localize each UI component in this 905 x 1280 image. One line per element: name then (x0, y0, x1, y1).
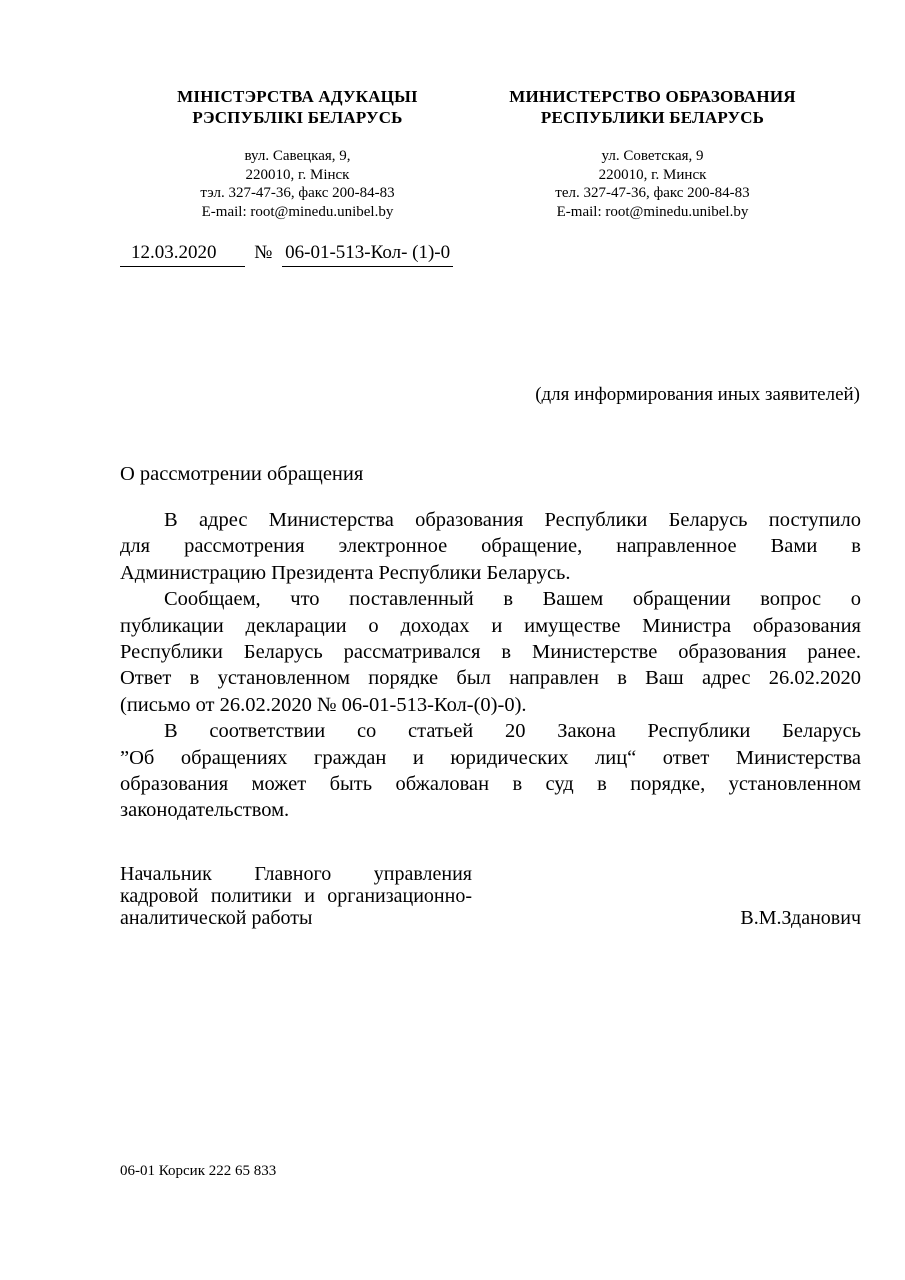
body-line: образования может быть обжалован в суд в порядке, установленном (120, 773, 861, 796)
address-line: тэл. 327-47-36, факс 200-84-83 (200, 185, 395, 201)
ministry-name-ru-line2: РЕСПУБЛИКИ БЕЛАРУСЬ (540, 108, 765, 127)
signature-position (120, 863, 472, 929)
letter-body (120, 507, 861, 824)
recipients-note: (для информирования иных заявителей) (535, 384, 860, 405)
number-sign: № (254, 242, 273, 263)
address-line: ул. Советская, 9 (601, 148, 704, 164)
ministry-address-by (130, 147, 465, 221)
body-line: публикации декларации о доходах и имуществе Министра образования (120, 614, 861, 637)
address-line: 220010, г. Мінск (245, 166, 350, 183)
body-line: законодательством. (120, 799, 290, 822)
address-line: E-mail: root@minedu.unibel.by (201, 203, 394, 220)
address-line: вул. Савецкая, 9, (244, 148, 351, 164)
signature-position-line: аналитической работы (120, 907, 313, 929)
ministry-name-by (130, 86, 465, 128)
ministry-name-ru (485, 86, 820, 128)
reference-line (120, 242, 453, 267)
signature-block (120, 863, 861, 929)
ministry-name-by-line2: РЭСПУБЛІКІ БЕЛАРУСЬ (192, 108, 403, 127)
reference-number: 06-01-513-Кол- (1)-0 (282, 242, 453, 267)
letterhead-russian (485, 86, 820, 221)
reference-date: 12.03.2020 (120, 242, 245, 267)
executor-note: 06-01 Корсик 222 65 833 (120, 1163, 277, 1179)
address-line: 220010, г. Минск (598, 166, 707, 183)
ministry-address-ru (485, 147, 820, 221)
ministry-name-by-line1: МІНІСТЭРСТВА АДУКАЦЫІ (177, 87, 418, 106)
body-line: для рассмотрения электронное обращение, направленное Вами в (120, 535, 861, 558)
body-line: Республики Беларусь рассматривался в Министерстве образования ранее. (120, 641, 861, 664)
signature-position-line: Начальник Главного управления (120, 863, 472, 885)
body-line: ”Об обращениях граждан и юридических лиц“ ответ Министерства (120, 746, 861, 769)
ministry-name-ru-line1: МИНИСТЕРСТВО ОБРАЗОВАНИЯ (509, 87, 796, 106)
body-line: Администрацию Президента Республики Беларусь. (120, 561, 571, 584)
address-line: E-mail: root@minedu.unibel.by (556, 203, 749, 220)
address-line: тел. 327-47-36, факс 200-84-83 (555, 185, 750, 201)
body-line: В адрес Министерства образования Республики Беларусь поступило (164, 509, 861, 531)
body-line: (письмо от 26.02.2020 № 06-01-513-Кол-(0)-0). (120, 693, 527, 716)
signatory-name: В.М.Зданович (740, 907, 861, 929)
body-line: Ответ в установленном порядке был направлен в Ваш адрес 26.02.2020 (120, 667, 861, 690)
body-line: Сообщаем, что поставленный в Вашем обращении вопрос о (164, 588, 861, 611)
letterhead-belarusian (130, 86, 465, 221)
body-line: В соответствии со статьей 20 Закона Республики Беларусь (164, 720, 861, 743)
subject-line: О рассмотрении обращения (120, 463, 364, 485)
signature-position-line: кадровой политики и организационно- (120, 885, 472, 907)
